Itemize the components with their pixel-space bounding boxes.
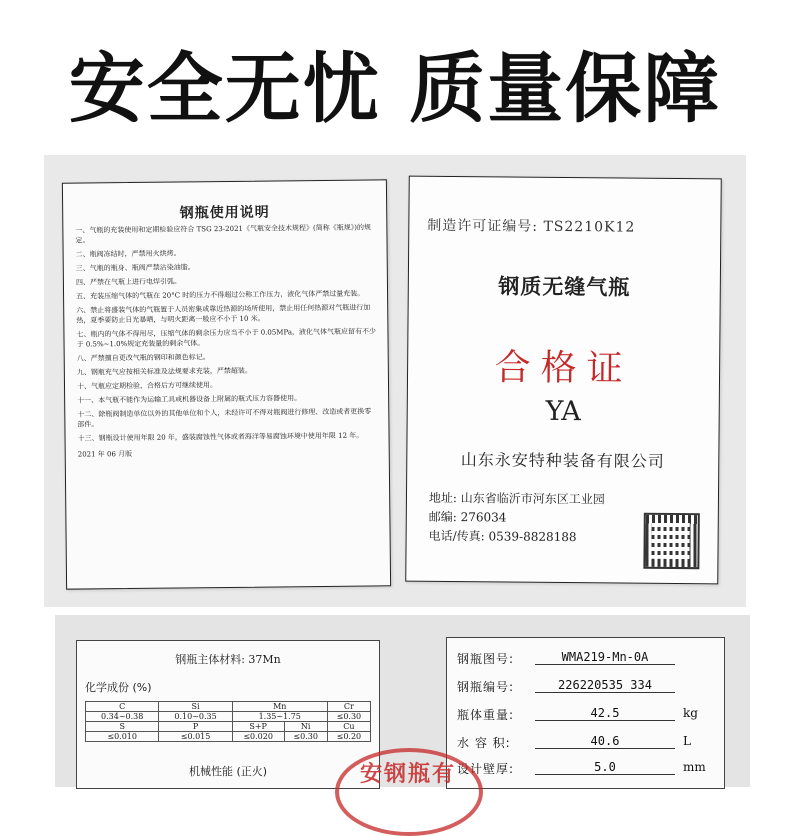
- spec-label: 水 容 积:: [457, 736, 511, 750]
- instruction-item: 四、严禁在气瓶上进行电焊引弧。: [75, 277, 181, 287]
- banner: [0, 0, 790, 150]
- table-cell: S: [86, 722, 159, 732]
- instruction-item: 六、禁止将盛装气体的气瓶置于人员密集或靠近热源的场所使用，禁止用任何热源对气瓶进行加热，夏季要防止日光暴晒，与明火距离一般应不小于 10 米。: [76, 303, 371, 325]
- company-address: 地址: 山东省临沂市河东区工业园: [428, 490, 605, 507]
- spec-row: [457, 760, 717, 778]
- table-cell: ≤0.010: [86, 732, 159, 742]
- table-cell: Cr: [327, 702, 370, 712]
- spec-label: 钢瓶编号:: [457, 680, 515, 694]
- instruction-item: 二、瓶阀冻结时，严禁用火烘烤。: [75, 249, 181, 259]
- spec-unit: kg: [683, 706, 698, 720]
- spec-label: 瓶体重量:: [457, 708, 515, 722]
- spec-row: [457, 734, 717, 752]
- instruction-sheet: [62, 179, 391, 589]
- table-cell: ≤0.30: [327, 712, 370, 722]
- table-cell: P: [159, 722, 232, 732]
- mech-label: 机械性能 (正火): [188, 765, 268, 778]
- spec-unit: mm: [683, 760, 706, 774]
- instruction-item: 三、气瓶的瓶身、瓶阀严禁沾染油脂。: [75, 263, 195, 273]
- spec-value: 42.5: [535, 706, 675, 721]
- chem-label: 化学成份 (%): [85, 681, 152, 694]
- instruction-title: 钢瓶使用说明: [179, 204, 270, 222]
- permit-number: 制造许可证编号: TS2210K12: [427, 217, 636, 236]
- table-row: [86, 702, 371, 712]
- table-cell: ≤0.30: [284, 732, 327, 742]
- table-cell: ≤0.015: [159, 732, 232, 742]
- spec-value: WMA219-Mn-0A: [535, 650, 675, 665]
- instruction-item: 十二、除瓶阀制造单位以外的其他单位和个人，未经许可不得对瓶阀进行修理、改造或者更换零部件。: [77, 407, 372, 429]
- certificate-title: 合格证: [494, 347, 633, 390]
- spec-row: [457, 650, 717, 668]
- spec-unit: L: [683, 734, 691, 748]
- instruction-list: [75, 222, 377, 459]
- company-name: 山东永安特种装备有限公司: [460, 450, 665, 471]
- product-code: YA: [545, 395, 581, 428]
- instruction-date: 2021 年 06 月版: [77, 449, 133, 459]
- material-caption: 钢瓶主体材料: 37Mn: [175, 653, 281, 666]
- company-postcode: 邮编: 276034: [428, 509, 507, 525]
- table-cell: Mn: [232, 702, 327, 712]
- table-cell: S+P: [232, 722, 284, 732]
- table-cell: 1.35~1.75: [232, 712, 327, 722]
- qr-code-icon: [643, 513, 699, 569]
- spec-card: [446, 637, 725, 789]
- instruction-item: 五、充装压缩气体的气瓶在 20°C 时的压力不得超过公称工作压力，液化气体严禁过量充装。: [76, 289, 365, 301]
- instruction-item: 十一、本气瓶不能作为运输工具或机器设备上附属的瓶式压力容器使用。: [77, 394, 302, 405]
- spec-value: 226220535 334: [535, 678, 675, 693]
- spec-value: 40.6: [535, 734, 675, 749]
- product-name: 钢质无缝气瓶: [498, 274, 631, 300]
- table-row: [86, 712, 371, 722]
- table-cell: Ni: [284, 722, 327, 732]
- stamp-text: 安钢瓶有: [360, 762, 457, 787]
- chem-grid: [85, 701, 371, 742]
- table-cell: Si: [159, 702, 232, 712]
- instruction-item: 七、瓶内的气体不得用尽，压缩气体的剩余压力应当不小于 0.05MPa，液化气体气瓶应留有不少于 0.5%~1.0%规定充装量的剩余气体。: [76, 327, 377, 349]
- spec-value: 5.0: [535, 760, 675, 775]
- certificate: [405, 176, 722, 585]
- table-cell: 0.10~0.35: [159, 712, 232, 722]
- banner-title: 安全无忧 质量保障: [68, 44, 722, 133]
- material-table: [76, 640, 380, 789]
- company-phone: 电话/传真: 0539-8828188: [428, 528, 577, 545]
- spec-label: 设计壁厚:: [457, 762, 515, 776]
- spec-label: 钢瓶图号:: [457, 652, 515, 666]
- table-cell: C: [86, 702, 159, 712]
- table-cell: ≤0.020: [232, 732, 284, 742]
- table-cell: Cu: [327, 722, 370, 732]
- instruction-item: 九、钢瓶充气应按相关标准及法规要求充装，严禁超装。: [76, 366, 252, 377]
- table-cell: 0.34~0.38: [86, 712, 159, 722]
- table-row: [86, 722, 371, 732]
- table-cell: ≤0.20: [327, 732, 370, 742]
- spec-row: [457, 678, 717, 696]
- instruction-item: 十三、钢瓶设计使用年限 20 年，盛装腐蚀性气体或者海洋等易腐蚀环境中使用年限 12 年。: [77, 431, 364, 443]
- instruction-item: 十、气瓶应定期检验，合格后方可继续使用。: [76, 381, 218, 391]
- table-row: [86, 732, 371, 742]
- instruction-item: 一、气瓶的充装使用和定期检验应符合 TSG 23-2021《气瓶安全技术规程》(简称《瓶规》)的规定。: [75, 223, 371, 245]
- spec-row: [457, 706, 717, 724]
- instruction-item: 八、严禁擅自更改气瓶的钢印和颜色标记。: [76, 353, 210, 363]
